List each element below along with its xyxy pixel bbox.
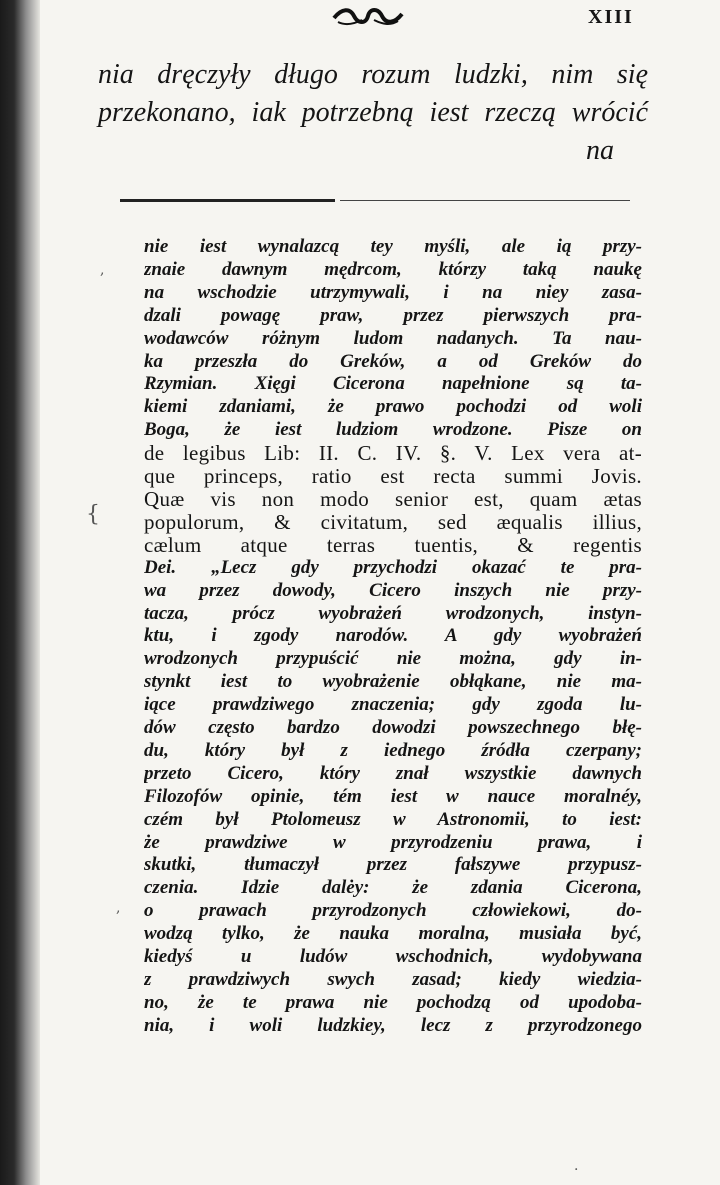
- footnote-line: o prawach przyrodzonych człowiekowi, do-: [144, 900, 642, 922]
- footnote-line: wa przez dowody, Cicero inszych nie przy-: [144, 579, 642, 601]
- footnote-separator-rule: [120, 199, 630, 201]
- footnote-line: kiemi zdaniami, że prawo pochodzi od woli: [144, 396, 642, 418]
- page-number: XIII: [588, 6, 634, 28]
- footnote-line: populorum, & civitatum, sed æqualis illius,: [144, 510, 642, 534]
- footnote-line: que princeps, ratio est recta summi Jovis.: [144, 465, 642, 488]
- footnote-line: stynkt iest to wyobrażenie obłąkane, nie ma-: [144, 671, 642, 693]
- footnote-line: tacza, prócz wyobrażeń wrodzonych, instyn-: [144, 602, 642, 624]
- main-text: [98, 56, 648, 170]
- footnote-line: cælum atque terras tuentis, & regentis: [144, 533, 642, 557]
- footnote-line: znaie dawnym mędrcom, którzy taką naukę: [144, 258, 642, 280]
- footnote-line: Boga, że iest ludziom wrodzone. Pisze on: [144, 419, 642, 441]
- footnote-line: czém był Ptolomeusz w Astronomii, to iest:: [144, 808, 642, 830]
- margin-mark: ,: [100, 262, 105, 278]
- footnote-line: dzali powagę praw, przez pierwszych pra-: [144, 304, 642, 326]
- margin-bracket: {: [86, 502, 100, 527]
- footnote-line: nia, i woli ludzkiey, lecz z przyrodzonego: [144, 1014, 642, 1036]
- main-text-line: przekonano, iak potrzebną iest rzeczą wrócić: [98, 97, 648, 128]
- footnote-line: wrodzonych przypuścić nie można, gdy in-: [144, 648, 642, 670]
- footnote: [144, 236, 642, 1038]
- footnote-line: że prawdziwe w przyrodzeniu prawa, i: [144, 831, 642, 853]
- footnote-line: Quæ vis non modo senior est, quam ætas: [144, 487, 642, 511]
- footnote-line: wodzą tylko, że nauka moralna, musiała być,: [144, 923, 642, 945]
- footnote-line: nie iest wynalazcą tey myśli, ale ią przy-: [144, 236, 642, 257]
- footnote-line: na wschodzie utrzymywali, i na niey zasa-: [144, 281, 642, 303]
- footnote-line: de legibus Lib: II. C. IV. §. V. Lex vera at-: [144, 442, 642, 466]
- margin-mark: ·: [574, 1162, 579, 1178]
- footnote-line: kiedyś u ludów wschodnich, wydobywana: [144, 946, 642, 968]
- footnote-line: Dei. „Lecz gdy przychodzi okazać te pra-: [144, 556, 642, 578]
- footnote-line: ka przeszła do Greków, a od Greków do: [144, 350, 642, 372]
- footnote-line: przeto Cicero, który znał wszystkie dawnych: [144, 762, 642, 784]
- footnote-line: dów często bardzo dowodzi powszechnego błę-: [144, 717, 642, 739]
- main-text-catchword: na: [586, 135, 614, 166]
- margin-mark: ,: [116, 900, 121, 916]
- main-text-line: nia dręczyły długo rozum ludzki, nim się: [98, 59, 648, 90]
- footnote-line: skutki, tłumaczył przez fałszywe przypusz-: [144, 854, 642, 876]
- footnote-line: wodawców różnym ludom nadanych. Ta nau-: [144, 327, 642, 349]
- footnote-line: ktu, i zgody narodów. A gdy wyobrażeń: [144, 625, 642, 647]
- printer-ornament: [332, 6, 404, 28]
- book-spine-shadow: [0, 0, 40, 1185]
- footnote-line: du, który był z iednego źródła czerpany;: [144, 739, 642, 761]
- footnote-line: no, że te prawa nie pochodzą od upodoba-: [144, 991, 642, 1013]
- footnote-line: czenia. Idzie dalėy: że zdania Cicerona,: [144, 877, 642, 899]
- footnote-line: Rzymian. Xięgi Cicerona napełnione są ta-: [144, 373, 642, 395]
- footnote-line: Filozofów opinie, tém iest w nauce moralnéy,: [144, 785, 642, 807]
- footnote-line: iące prawdziwego znaczenia; gdy zgoda lu-: [144, 694, 642, 716]
- footnote-line: z prawdziwych swych zasad; kiedy wiedzia-: [144, 969, 642, 990]
